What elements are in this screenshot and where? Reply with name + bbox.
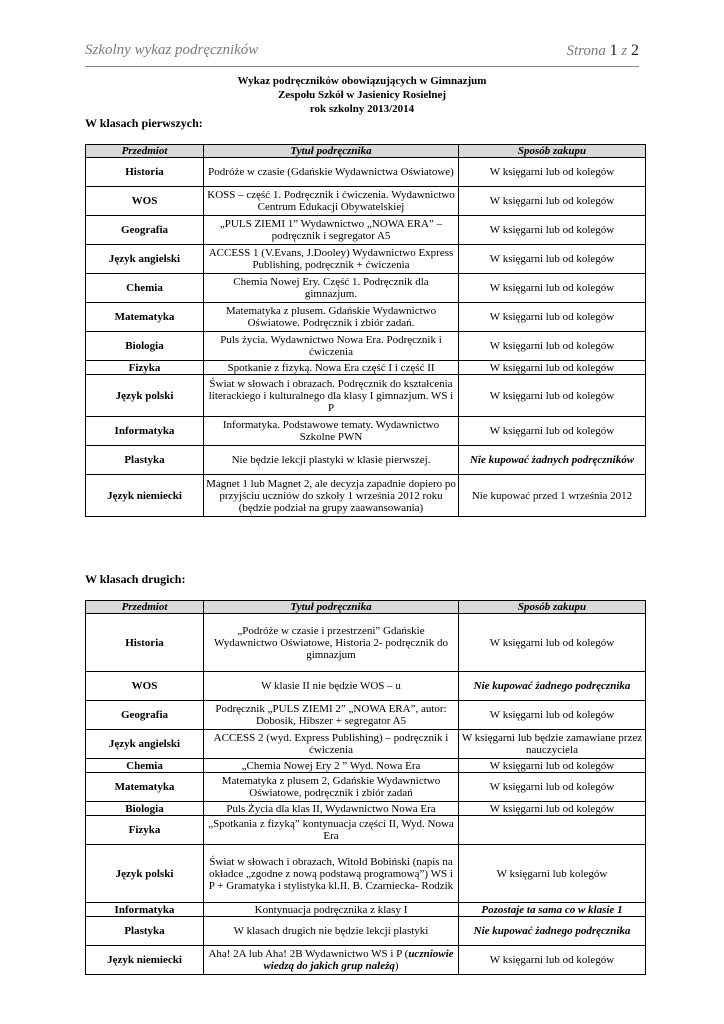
purchase-cell: W księgarni lub od kolegów — [459, 187, 646, 216]
subject-cell: Chemia — [86, 274, 204, 303]
title-cell: „Podróże w czasie i przestrzeni” Gdańskie Wydawnictwo Oświatowe, Historia 2- podręcznik do gimnazjum — [204, 614, 459, 672]
purchase-cell: W księgarni lub od kolegów — [459, 245, 646, 274]
table-row — [86, 245, 646, 274]
title-cell: Podręcznik „PULS ZIEMI 2” „NOWA ERA”, autor: Dobosik, Hibszer + segregator A5 — [204, 701, 459, 730]
table-row — [86, 446, 646, 475]
title-cell: Świat w słowach i obrazach, Witold Bobiński (napis na okładce „zgodne z nową podstawą programową”) WS i P + Gramatyka i stylistyka kl.II. B. Czarniecka- Rodzik — [204, 845, 459, 903]
title-cell: „Spotkania z fizyką” kontynuacja części II, Wyd. Nowa Era — [204, 816, 459, 845]
purchase-cell: Pozostaje ta sama co w klasie 1 — [459, 903, 646, 917]
subject-cell: Biologia — [86, 332, 204, 361]
title-cell: Magnet 1 lub Magnet 2, ale decyzja zapadnie dopiero po przyjściu uczniów do szkoły 1 września 2012 roku (będzie podział na grupy zaawansowania) — [204, 475, 459, 517]
table-row — [86, 332, 646, 361]
table-second-grade — [85, 600, 646, 975]
subject-cell: Geografia — [86, 216, 204, 245]
title-cell: Nie będzie lekcji plastyki w klasie pierwszej. — [204, 446, 459, 475]
title-cell: W klasach drugich nie będzie lekcji plastyki — [204, 917, 459, 946]
table-row — [86, 730, 646, 759]
title-cell: W klasie II nie będzie WOS – u — [204, 672, 459, 701]
column-header-subject: Przedmiot — [86, 145, 204, 158]
subject-cell: Historia — [86, 158, 204, 187]
subject-cell: Plastyka — [86, 917, 204, 946]
purchase-cell: W księgarni lub od kolegów — [459, 158, 646, 187]
title-cell: ACCESS 1 (V.Evans, J.Dooley) Wydawnictwo Express Publishing, podręcznik + ćwiczenia — [204, 245, 459, 274]
column-header-title: Tytuł podręcznika — [204, 145, 459, 158]
title-cell: Matematyka z plusem. Gdańskie Wydawnictwo Oświatowe. Podręcznik i zbiór zadań. — [204, 303, 459, 332]
subject-cell: Historia — [86, 614, 204, 672]
table-first-grade — [85, 144, 646, 517]
purchase-cell: W księgarni lub od kolegów — [459, 303, 646, 332]
subject-cell: Matematyka — [86, 773, 204, 802]
subject-cell: Język polski — [86, 375, 204, 417]
table-row — [86, 845, 646, 903]
subject-cell: Plastyka — [86, 446, 204, 475]
table-row — [86, 475, 646, 517]
table-header-row — [86, 145, 646, 158]
table-row — [86, 802, 646, 816]
table-row — [86, 917, 646, 946]
column-header-subject: Przedmiot — [86, 601, 204, 614]
column-header-purchase: Sposób zakupu — [459, 145, 646, 158]
section-2-label: W klasach drugich: — [85, 572, 186, 586]
subject-cell: Informatyka — [86, 903, 204, 917]
title-cell: Kontynuacja podręcznika z klasy I — [204, 903, 459, 917]
column-header-title: Tytuł podręcznika — [204, 601, 459, 614]
subject-cell: Język niemiecki — [86, 946, 204, 975]
title-cell: Spotkanie z fizyką. Nowa Era część I i część II — [204, 361, 459, 375]
purchase-cell: W księgarni lub od kolegów — [459, 802, 646, 816]
purchase-cell: W księgarni lub będzie zamawiane przez nauczyciela — [459, 730, 646, 759]
title-cell: Matematyka z plusem 2, Gdańskie Wydawnictwo Oświatowe, podręcznik i zbiór zadań — [204, 773, 459, 802]
table-row — [86, 303, 646, 332]
subject-cell: Fizyka — [86, 816, 204, 845]
title-line-1: Wykaz podręczników obowiązujących w Gimnazjum — [237, 75, 487, 87]
purchase-cell: W księgarni lub od kolegów — [459, 216, 646, 245]
table-header-row — [86, 601, 646, 614]
purchase-cell: W księgarni lub od kolegów — [459, 614, 646, 672]
purchase-cell — [459, 816, 646, 845]
table-row — [86, 158, 646, 187]
title-line-2: Zespołu Szkół w Jasienicy Rosielnej — [277, 89, 447, 101]
table-row — [86, 274, 646, 303]
table-row — [86, 701, 646, 730]
table-row — [86, 816, 646, 845]
purchase-cell: W księgarni lub kolegów — [459, 845, 646, 903]
title-cell: Chemia Nowej Ery. Część 1. Podręcznik dla gimnazjum. — [204, 274, 459, 303]
subject-cell: Język angielski — [86, 730, 204, 759]
table-row — [86, 773, 646, 802]
page-number: Strona 1 z 2 — [566, 42, 639, 59]
subject-cell: Język niemiecki — [86, 475, 204, 517]
table-row — [86, 759, 646, 773]
subject-cell: Matematyka — [86, 303, 204, 332]
table-row — [86, 946, 646, 975]
purchase-cell: W księgarni lub od kolegów — [459, 361, 646, 375]
table-row — [86, 903, 646, 917]
title-cell: Podróże w czasie (Gdańskie Wydawnictwa Oświatowe) — [204, 158, 459, 187]
table-row — [86, 375, 646, 417]
column-header-purchase: Sposób zakupu — [459, 601, 646, 614]
title-cell: Aha! 2A lub Aha! 2B Wydawnictwo WS i P (uczniowie wiedzą do jakich grup należą) — [204, 946, 459, 975]
subject-cell: Język polski — [86, 845, 204, 903]
title-cell: Puls Życia dla klas II, Wydawnictwo Nowa Era — [204, 802, 459, 816]
section-1-label: W klasach pierwszych: — [85, 116, 203, 130]
purchase-cell: Nie kupować żadnego podręcznika — [459, 672, 646, 701]
purchase-cell: Nie kupować przed 1 września 2012 — [459, 475, 646, 517]
title-cell: „PULS ZIEMI 1” Wydawnictwo „NOWA ERA” – podręcznik i segregator A5 — [204, 216, 459, 245]
title-cell: „Chemia Nowej Ery 2 ” Wyd. Nowa Era — [204, 759, 459, 773]
purchase-cell: Nie kupować żadnych podręczników — [459, 446, 646, 475]
purchase-cell: W księgarni lub od kolegów — [459, 375, 646, 417]
purchase-cell: W księgarni lub od kolegów — [459, 332, 646, 361]
purchase-cell: W księgarni lub od kolegów — [459, 417, 646, 446]
table-row — [86, 216, 646, 245]
subject-cell: Chemia — [86, 759, 204, 773]
page-header — [85, 42, 639, 67]
table-row — [86, 672, 646, 701]
table-row — [86, 187, 646, 216]
table-row — [86, 361, 646, 375]
subject-cell: Geografia — [86, 701, 204, 730]
document-title — [0, 74, 724, 116]
title-cell: ACCESS 2 (wyd. Express Publishing) – podręcznik i ćwiczenia — [204, 730, 459, 759]
purchase-cell: W księgarni lub od kolegów — [459, 773, 646, 802]
title-cell: KOSS – część 1. Podręcznik i ćwiczenia. Wydawnictwo Centrum Edukacji Obywatelskiej — [204, 187, 459, 216]
subject-cell: Język angielski — [86, 245, 204, 274]
subject-cell: WOS — [86, 672, 204, 701]
subject-cell: Fizyka — [86, 361, 204, 375]
table-row — [86, 614, 646, 672]
purchase-cell: W księgarni lub od kolegów — [459, 701, 646, 730]
purchase-cell: W księgarni lub od kolegów — [459, 274, 646, 303]
title-line-3: rok szkolny 2013/2014 — [309, 103, 415, 115]
table-row — [86, 417, 646, 446]
title-cell: Świat w słowach i obrazach. Podręcznik do kształcenia literackiego i kulturalnego dla klasy I gimnazjum. WS i P — [204, 375, 459, 417]
purchase-cell: W księgarni lub od kolegów — [459, 759, 646, 773]
title-cell: Informatyka. Podstawowe tematy. Wydawnictwo Szkolne PWN — [204, 417, 459, 446]
title-cell: Puls życia. Wydawnictwo Nowa Era. Podręcznik i ćwiczenia — [204, 332, 459, 361]
purchase-cell: W księgarni lub od kolegów — [459, 946, 646, 975]
subject-cell: Informatyka — [86, 417, 204, 446]
purchase-cell: Nie kupować żadnego podręcznika — [459, 917, 646, 946]
subject-cell: Biologia — [86, 802, 204, 816]
header-title: Szkolny wykaz podręczników — [85, 42, 259, 58]
subject-cell: WOS — [86, 187, 204, 216]
